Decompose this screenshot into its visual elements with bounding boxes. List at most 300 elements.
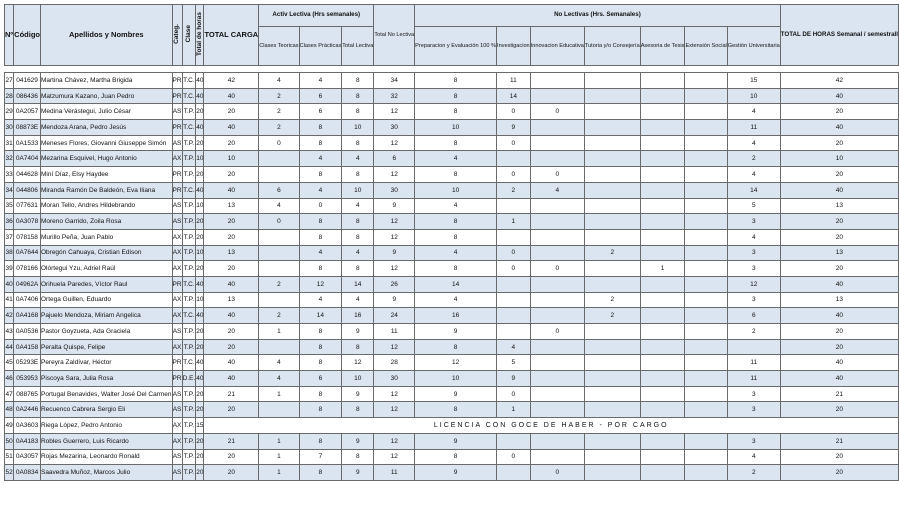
row-class: T.P. [182, 151, 196, 167]
row-code: 078166 [14, 261, 41, 277]
row-total-no-lectiva: 26 [374, 276, 415, 292]
row-name: Recuenco Cabrera Sergio Eli [40, 402, 172, 418]
row-number: 34 [5, 182, 14, 198]
row-name: Olórtegui Yzu, Adriel Raúl [40, 261, 172, 277]
row-management: 3 [727, 245, 780, 261]
row-number: 27 [5, 73, 14, 89]
row-theory: 2 [259, 276, 299, 292]
row-management: 4 [727, 104, 780, 120]
row-research [497, 324, 531, 340]
row-preparation: 8 [415, 167, 497, 183]
row-category: PR [172, 371, 182, 387]
row-category: PR [172, 120, 182, 136]
row-total-load: 40 [204, 182, 259, 198]
row-total-hours: 10 [196, 198, 204, 214]
row-innovation [530, 198, 584, 214]
row-tutoring [584, 182, 640, 198]
row-total-no-lectiva: 12 [374, 167, 415, 183]
table-row [5, 449, 899, 465]
row-name: Murillo Peña, Juan Pablo [40, 229, 172, 245]
row-total-hours: 10 [196, 292, 204, 308]
row-practice: 8 [299, 214, 342, 230]
row-thesis-advising [640, 276, 685, 292]
row-total-no-lectiva: 34 [374, 73, 415, 89]
row-practice: 4 [299, 73, 342, 89]
row-extension [685, 292, 727, 308]
row-code: 08873E [14, 120, 41, 136]
row-total-weekly: 20 [780, 449, 898, 465]
row-innovation [530, 245, 584, 261]
row-tutoring: 2 [584, 245, 640, 261]
row-thesis-advising [640, 324, 685, 340]
row-name: Miranda Ramón De Baldeón, Eva Iliana [40, 182, 172, 198]
row-code: 088765 [14, 386, 41, 402]
row-total-lectiva: 9 [342, 433, 374, 449]
row-number: 47 [5, 386, 14, 402]
row-extension [685, 120, 727, 136]
row-total-lectiva: 8 [342, 104, 374, 120]
col-header-total-no-lectiva: Total No Lectiva [374, 5, 415, 66]
row-total-no-lectiva: 11 [374, 465, 415, 481]
table-row [5, 167, 899, 183]
row-total-weekly: 40 [780, 371, 898, 387]
row-total-no-lectiva: 9 [374, 198, 415, 214]
row-number: 40 [5, 276, 14, 292]
row-preparation: 14 [415, 276, 497, 292]
row-total-lectiva: 4 [342, 245, 374, 261]
row-class: T.P. [182, 245, 196, 261]
row-total-weekly: 40 [780, 182, 898, 198]
row-total-no-lectiva: 30 [374, 182, 415, 198]
row-management: 2 [727, 465, 780, 481]
row-extension [685, 73, 727, 89]
col-header-clases-practicas: Clases Prácticas [299, 27, 342, 66]
row-preparation: 8 [415, 104, 497, 120]
row-total-load: 20 [204, 214, 259, 230]
row-number: 50 [5, 433, 14, 449]
row-research [497, 276, 531, 292]
row-extension [685, 276, 727, 292]
row-practice: 6 [299, 104, 342, 120]
row-research: 9 [497, 371, 531, 387]
row-class: T.P. [182, 465, 196, 481]
row-practice: 8 [299, 167, 342, 183]
row-code: 053953 [14, 371, 41, 387]
row-research: 4 [497, 339, 531, 355]
row-tutoring: 2 [584, 292, 640, 308]
row-total-weekly: 20 [780, 104, 898, 120]
row-preparation: 8 [415, 229, 497, 245]
row-preparation: 8 [415, 339, 497, 355]
row-extension [685, 308, 727, 324]
row-innovation [530, 449, 584, 465]
row-tutoring [584, 402, 640, 418]
row-theory [259, 402, 299, 418]
row-management: 3 [727, 386, 780, 402]
row-class: T.P. [182, 418, 196, 434]
row-category: AS [172, 324, 182, 340]
row-name: Moreno Garrido, Zoila Rosa [40, 214, 172, 230]
row-code: 0A4183 [14, 433, 41, 449]
row-total-hours: 20 [196, 167, 204, 183]
col-group-no-lectiva: No Lectivas (Hrs. Semanales) [415, 5, 781, 27]
row-total-no-lectiva: 28 [374, 355, 415, 371]
row-practice: 4 [299, 245, 342, 261]
row-category: PR [172, 167, 182, 183]
row-category: AS [172, 198, 182, 214]
table-row [5, 308, 899, 324]
row-innovation [530, 308, 584, 324]
row-innovation: 0 [530, 261, 584, 277]
row-total-hours: 20 [196, 261, 204, 277]
row-total-no-lectiva: 12 [374, 339, 415, 355]
row-innovation: 0 [530, 324, 584, 340]
row-practice: 8 [299, 229, 342, 245]
row-research: 0 [497, 449, 531, 465]
row-total-hours: 20 [196, 104, 204, 120]
row-total-weekly: 20 [780, 339, 898, 355]
row-total-weekly: 13 [780, 198, 898, 214]
row-class: T.P. [182, 229, 196, 245]
row-innovation [530, 292, 584, 308]
row-practice: 8 [299, 386, 342, 402]
row-name: Pereyra Zaldívar, Héctor [40, 355, 172, 371]
row-total-load: 20 [204, 324, 259, 340]
row-total-hours: 20 [196, 433, 204, 449]
row-name: Ortega Guillen, Eduardo [40, 292, 172, 308]
row-total-weekly: 20 [780, 324, 898, 340]
row-total-load: 10 [204, 151, 259, 167]
row-category: AS [172, 104, 182, 120]
row-thesis-advising [640, 182, 685, 198]
row-practice: 8 [299, 135, 342, 151]
row-number: 37 [5, 229, 14, 245]
row-name: Pajuelo Mendoza, Miriam Angelica [40, 308, 172, 324]
table-row [5, 386, 899, 402]
row-thesis-advising [640, 339, 685, 355]
table-row [5, 120, 899, 136]
table-row [5, 245, 899, 261]
row-name: Rojas Mezarina, Leonardo Ronald [40, 449, 172, 465]
row-total-load: 20 [204, 449, 259, 465]
row-practice: 8 [299, 402, 342, 418]
row-class: T.C. [182, 355, 196, 371]
col-header-extension: Extensión Social [685, 27, 727, 66]
row-practice: 8 [299, 261, 342, 277]
row-preparation: 8 [415, 402, 497, 418]
row-name: Obregón Cahuaya, Cristian Edison [40, 245, 172, 261]
row-preparation: 8 [415, 261, 497, 277]
row-name: Riega López, Pedro Antonio [40, 418, 172, 434]
row-code: 086436 [14, 88, 41, 104]
row-code: 0A7406 [14, 292, 41, 308]
row-total-lectiva: 4 [342, 198, 374, 214]
row-tutoring [584, 324, 640, 340]
row-thesis-advising [640, 214, 685, 230]
row-extension [685, 371, 727, 387]
row-innovation: 0 [530, 465, 584, 481]
row-class: T.P. [182, 324, 196, 340]
row-preparation: 10 [415, 120, 497, 136]
row-total-lectiva: 16 [342, 308, 374, 324]
row-class: T.P. [182, 198, 196, 214]
row-thesis-advising [640, 386, 685, 402]
row-thesis-advising [640, 371, 685, 387]
row-extension [685, 135, 727, 151]
row-class: T.P. [182, 104, 196, 120]
row-preparation: 10 [415, 371, 497, 387]
row-research [497, 433, 531, 449]
row-total-hours: 40 [196, 120, 204, 136]
row-total-load: 40 [204, 355, 259, 371]
row-tutoring [584, 167, 640, 183]
row-number: 49 [5, 418, 14, 434]
row-number: 51 [5, 449, 14, 465]
row-practice: 8 [299, 120, 342, 136]
col-header-categ: Categ. [172, 5, 182, 66]
row-number: 45 [5, 355, 14, 371]
row-theory [259, 167, 299, 183]
row-management: 4 [727, 167, 780, 183]
row-research: 2 [497, 182, 531, 198]
row-total-weekly: 40 [780, 276, 898, 292]
row-research [497, 151, 531, 167]
row-management: 14 [727, 182, 780, 198]
row-practice: 8 [299, 465, 342, 481]
row-management: 4 [727, 449, 780, 465]
row-extension [685, 355, 727, 371]
row-theory [259, 261, 299, 277]
row-preparation: 9 [415, 324, 497, 340]
row-preparation: 9 [415, 386, 497, 402]
row-code: 0A4158 [14, 339, 41, 355]
row-total-load: 20 [204, 465, 259, 481]
row-total-weekly: 42 [780, 73, 898, 89]
row-tutoring [584, 355, 640, 371]
row-total-lectiva: 8 [342, 135, 374, 151]
row-practice: 8 [299, 339, 342, 355]
row-innovation [530, 229, 584, 245]
col-header-nombre: Apellidos y Nombres [40, 5, 172, 66]
row-code: 041629 [14, 73, 41, 89]
row-management: 3 [727, 214, 780, 230]
row-thesis-advising [640, 73, 685, 89]
table-row [5, 402, 899, 418]
row-total-load: 42 [204, 73, 259, 89]
row-total-lectiva: 8 [342, 88, 374, 104]
table-row [5, 324, 899, 340]
row-management: 11 [727, 371, 780, 387]
row-tutoring [584, 449, 640, 465]
row-preparation: 9 [415, 433, 497, 449]
row-total-lectiva: 10 [342, 371, 374, 387]
col-header-tutoria: Tutoria y/o Consejería [584, 27, 640, 66]
row-category: AX [172, 151, 182, 167]
row-practice: 4 [299, 182, 342, 198]
row-management: 2 [727, 151, 780, 167]
row-practice: 12 [299, 276, 342, 292]
row-total-lectiva: 4 [342, 151, 374, 167]
row-category: AS [172, 449, 182, 465]
row-total-hours: 20 [196, 214, 204, 230]
row-total-hours: 40 [196, 182, 204, 198]
row-tutoring: 2 [584, 308, 640, 324]
row-total-no-lectiva: 12 [374, 449, 415, 465]
row-total-no-lectiva: 24 [374, 308, 415, 324]
row-name: Martina Chávez, Martha Brigida [40, 73, 172, 89]
row-extension [685, 104, 727, 120]
row-total-hours: 20 [196, 449, 204, 465]
row-tutoring [584, 276, 640, 292]
row-thesis-advising [640, 120, 685, 136]
row-total-no-lectiva: 12 [374, 261, 415, 277]
col-header-no: Nº [5, 5, 14, 66]
row-research [497, 198, 531, 214]
row-practice: 14 [299, 308, 342, 324]
row-research [497, 465, 531, 481]
row-research [497, 229, 531, 245]
row-thesis-advising [640, 151, 685, 167]
row-tutoring [584, 339, 640, 355]
row-preparation: 8 [415, 449, 497, 465]
row-tutoring [584, 104, 640, 120]
row-total-load: 21 [204, 433, 259, 449]
row-extension [685, 261, 727, 277]
row-research: 0 [497, 386, 531, 402]
row-management: 12 [727, 276, 780, 292]
row-number: 39 [5, 261, 14, 277]
row-management: 5 [727, 198, 780, 214]
row-theory: 2 [259, 104, 299, 120]
table-row [5, 88, 899, 104]
row-total-hours: 20 [196, 386, 204, 402]
row-total-lectiva: 8 [342, 261, 374, 277]
row-class: T.P. [182, 261, 196, 277]
row-code: 0A4168 [14, 308, 41, 324]
row-practice: 7 [299, 449, 342, 465]
table-row [5, 214, 899, 230]
row-innovation [530, 402, 584, 418]
row-total-hours: 20 [196, 465, 204, 481]
row-total-hours: 20 [196, 339, 204, 355]
row-management: 2 [727, 324, 780, 340]
row-extension [685, 386, 727, 402]
table-row [5, 355, 899, 371]
row-code: 044628 [14, 167, 41, 183]
row-total-hours: 40 [196, 371, 204, 387]
row-innovation [530, 214, 584, 230]
row-preparation: 4 [415, 151, 497, 167]
row-innovation: 4 [530, 182, 584, 198]
row-total-weekly: 21 [780, 386, 898, 402]
row-total-no-lectiva: 11 [374, 324, 415, 340]
row-tutoring [584, 433, 640, 449]
row-total-load: 21 [204, 386, 259, 402]
row-class: T.P. [182, 386, 196, 402]
row-number: 29 [5, 104, 14, 120]
row-total-weekly: 13 [780, 292, 898, 308]
row-number: 52 [5, 465, 14, 481]
col-header-gestion: Gestión Universitaria [727, 27, 780, 66]
row-total-weekly: 20 [780, 214, 898, 230]
col-header-total-semanal: TOTAL DE HORAS Semanal / semestrall [780, 5, 898, 66]
row-number: 33 [5, 167, 14, 183]
row-category: AX [172, 308, 182, 324]
row-research: 0 [497, 261, 531, 277]
table-row [5, 135, 899, 151]
row-thesis-advising [640, 167, 685, 183]
row-category: PR [172, 355, 182, 371]
row-extension [685, 245, 727, 261]
row-class: T.C. [182, 276, 196, 292]
row-theory [259, 245, 299, 261]
row-total-load: 13 [204, 198, 259, 214]
row-preparation: 10 [415, 182, 497, 198]
row-total-no-lectiva: 9 [374, 245, 415, 261]
table-row [5, 198, 899, 214]
row-total-load: 20 [204, 104, 259, 120]
row-extension [685, 449, 727, 465]
row-extension [685, 198, 727, 214]
row-theory: 4 [259, 73, 299, 89]
row-theory: 0 [259, 214, 299, 230]
row-total-hours: 40 [196, 276, 204, 292]
row-number: 32 [5, 151, 14, 167]
row-class: T.P. [182, 402, 196, 418]
row-extension [685, 167, 727, 183]
header-gap [5, 66, 899, 73]
row-total-lectiva: 8 [342, 229, 374, 245]
row-total-weekly: 40 [780, 88, 898, 104]
table-row [5, 104, 899, 120]
row-preparation: 9 [415, 465, 497, 481]
row-management: 3 [727, 261, 780, 277]
row-theory: 1 [259, 386, 299, 402]
row-theory: 4 [259, 198, 299, 214]
row-class: T.C. [182, 88, 196, 104]
row-total-hours: 15 [196, 418, 204, 434]
row-tutoring [584, 214, 640, 230]
row-total-load: 40 [204, 120, 259, 136]
row-total-hours: 20 [196, 135, 204, 151]
row-name: Portugal Benavides, Walter José Del Carmen [40, 386, 172, 402]
row-total-lectiva: 9 [342, 465, 374, 481]
row-number: 41 [5, 292, 14, 308]
row-management: 11 [727, 355, 780, 371]
row-category: AX [172, 418, 182, 434]
col-header-innovacion: Innovacion Educativa [530, 27, 584, 66]
row-theory [259, 229, 299, 245]
row-tutoring [584, 198, 640, 214]
table-row [5, 276, 899, 292]
row-category: AX [172, 229, 182, 245]
row-research: 11 [497, 73, 531, 89]
row-total-no-lectiva: 30 [374, 371, 415, 387]
row-license-note: LICENCIA CON GOCE DE HABER - POR CARGO [204, 418, 899, 434]
row-total-hours: 20 [196, 402, 204, 418]
row-practice: 4 [299, 151, 342, 167]
row-preparation: 12 [415, 355, 497, 371]
row-research: 14 [497, 88, 531, 104]
row-number: 38 [5, 245, 14, 261]
table-row [5, 433, 899, 449]
row-total-no-lectiva: 12 [374, 402, 415, 418]
row-management: 15 [727, 73, 780, 89]
row-total-load: 40 [204, 88, 259, 104]
row-tutoring [584, 73, 640, 89]
row-total-weekly: 10 [780, 151, 898, 167]
row-management: 3 [727, 402, 780, 418]
